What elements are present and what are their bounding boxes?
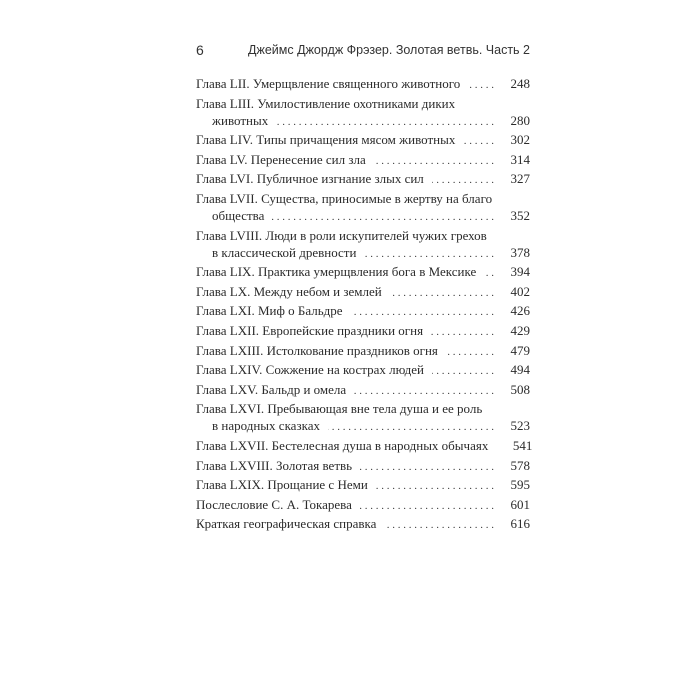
toc-entry[interactable] [196, 95, 530, 129]
toc-entry-title: Глава LVII. Существа, приносимые в жертву на благо [196, 190, 493, 206]
toc-entry-title: Глава LIII. Умилостивление охотниками диких [196, 95, 456, 111]
dot-leader [364, 246, 494, 263]
toc-entry-title: Краткая географическая справка [196, 516, 377, 532]
toc-page-number: 280 [510, 112, 530, 128]
toc-entry-line [196, 283, 530, 300]
dot-leader [360, 498, 494, 515]
toc-page-number: 248 [510, 76, 530, 91]
toc-entry-line [196, 131, 530, 148]
toc-entry-title: в народных сказках [212, 418, 320, 434]
toc-page-number: 494 [510, 362, 530, 378]
toc-page-number: 541 [512, 437, 533, 453]
toc-entry-line [196, 95, 530, 112]
dot-leader [384, 517, 494, 534]
toc-entry-title: Глава LV. Перенесение сил зла [196, 151, 366, 167]
toc-entry-line [196, 476, 530, 493]
toc-entry-title: Глава LXII. Европейские праздники огня [196, 322, 424, 338]
dot-leader [432, 363, 494, 380]
toc-page-number: 378 [510, 244, 530, 260]
toc-entry-title: Глава LVIII. Люди в роли искупителей чужих грехов [196, 227, 487, 243]
toc-entry[interactable] [196, 227, 530, 261]
toc-entry-line [196, 151, 530, 168]
toc-entry-continuation [196, 112, 530, 129]
toc-page-number: 429 [510, 322, 530, 338]
toc-entry-line [196, 515, 530, 532]
dot-leader [463, 133, 494, 150]
toc-entry-title: Глава LXI. Миф о Бальдре [196, 303, 343, 319]
dot-leader [374, 153, 494, 170]
dot-leader [390, 285, 494, 302]
toc-entry-continuation [196, 207, 530, 224]
toc-entry[interactable] [196, 437, 533, 454]
toc-page-number: 352 [510, 207, 530, 223]
toc-page-number: 616 [510, 516, 530, 532]
toc-entry-continuation [196, 417, 530, 434]
toc-entry-title: Послесловие С. А. Токарева [196, 496, 352, 512]
dot-leader [351, 304, 494, 321]
toc-entry-title: Глава LXVII. Бестелесная душа в народных обычаях [196, 437, 489, 453]
toc-page-number: 402 [510, 283, 530, 299]
toc-page-number: 314 [510, 151, 530, 167]
toc-page-number: 426 [510, 303, 530, 319]
toc-entry[interactable] [196, 496, 530, 513]
running-header [196, 42, 530, 62]
toc-entry-line [196, 381, 530, 398]
toc-entry[interactable] [196, 515, 530, 532]
dot-leader [360, 459, 494, 476]
toc-entry[interactable] [196, 342, 530, 359]
page-number: 6 [196, 42, 204, 58]
toc-entry-line [196, 322, 530, 339]
toc-entry-line [196, 361, 530, 378]
toc-entry[interactable] [196, 361, 530, 378]
toc-entry-line [196, 457, 530, 474]
dot-leader [431, 324, 494, 341]
toc-entry-line [196, 342, 530, 359]
toc-entry[interactable] [196, 400, 530, 434]
dot-leader [446, 344, 494, 361]
toc-entry-line [196, 400, 530, 417]
dot-leader [432, 172, 494, 189]
toc-entry-line [196, 302, 530, 319]
toc-entry-line [196, 263, 530, 280]
toc-entry-line [196, 437, 533, 454]
toc-entry[interactable] [196, 302, 530, 319]
toc-page-number: 601 [510, 496, 530, 512]
dot-leader [484, 265, 494, 282]
toc-entry-title: Глава LX. Между небом и землей [196, 283, 382, 299]
toc-entry-title: животных [212, 112, 269, 128]
toc-entry-line [196, 227, 530, 244]
toc-page-number: 327 [510, 171, 530, 187]
toc-entry[interactable] [196, 151, 530, 168]
toc-entry-title: Глава LXV. Бальдр и омела [196, 381, 347, 397]
dot-leader [468, 77, 494, 94]
toc-entry-title: Глава LVI. Публичное изгнание злых сил [196, 171, 424, 187]
toc-entry-title: в классической древности [212, 244, 357, 260]
toc-entry[interactable] [196, 75, 530, 92]
toc-entry-title: Глава LXVI. Пребывающая вне тела душа и ее роль [196, 401, 483, 417]
toc-entry-title: Глава LXIX. Прощание с Неми [196, 477, 368, 493]
toc-entry[interactable] [196, 476, 530, 493]
toc-page-number: 479 [510, 342, 530, 358]
toc-entry-title: Глава LIV. Типы причащения мясом животных [196, 132, 456, 148]
dot-leader [328, 419, 494, 436]
toc-page-number: 595 [510, 477, 530, 493]
toc-page-number: 302 [510, 132, 530, 148]
toc-entry-title: Глава LXIV. Сожжение на кострах людей [196, 362, 424, 378]
toc-entry[interactable] [196, 170, 530, 187]
toc-entry[interactable] [196, 381, 530, 398]
toc-page-number: 508 [510, 381, 530, 397]
toc-entry-line [196, 75, 530, 92]
table-of-contents [196, 75, 533, 532]
running-title: Джеймс Джордж Фрэзер. Золотая ветвь. Часть 2 [248, 43, 530, 57]
dot-leader [376, 478, 494, 495]
toc-page-number: 523 [510, 418, 530, 434]
toc-entry[interactable] [196, 190, 530, 224]
dot-leader [276, 114, 494, 131]
toc-entry-title: Глава LXVIII. Золотая ветвь [196, 457, 353, 473]
toc-entry[interactable] [196, 457, 530, 474]
dot-leader [354, 383, 494, 400]
toc-entry[interactable] [196, 131, 530, 148]
toc-entry-line [196, 190, 530, 207]
toc-entry-continuation [196, 244, 530, 261]
toc-entry-title: Глава LXIII. Истолкование праздников огня [196, 342, 438, 358]
toc-entry[interactable] [196, 322, 530, 339]
toc-entry-title: Глава LIX. Практика умерщвления бога в Мексике [196, 264, 477, 280]
toc-entry-title: общества [212, 207, 265, 223]
dot-leader [272, 209, 494, 226]
toc-page-number: 394 [510, 264, 530, 280]
toc-page-number: 578 [510, 457, 530, 473]
toc-entry-line [196, 496, 530, 513]
toc-entry[interactable] [196, 263, 530, 280]
toc-entry-title: Глава LII. Умерщвление священного животного [196, 76, 461, 91]
toc-entry[interactable] [196, 283, 530, 300]
toc-entry-line [196, 170, 530, 187]
